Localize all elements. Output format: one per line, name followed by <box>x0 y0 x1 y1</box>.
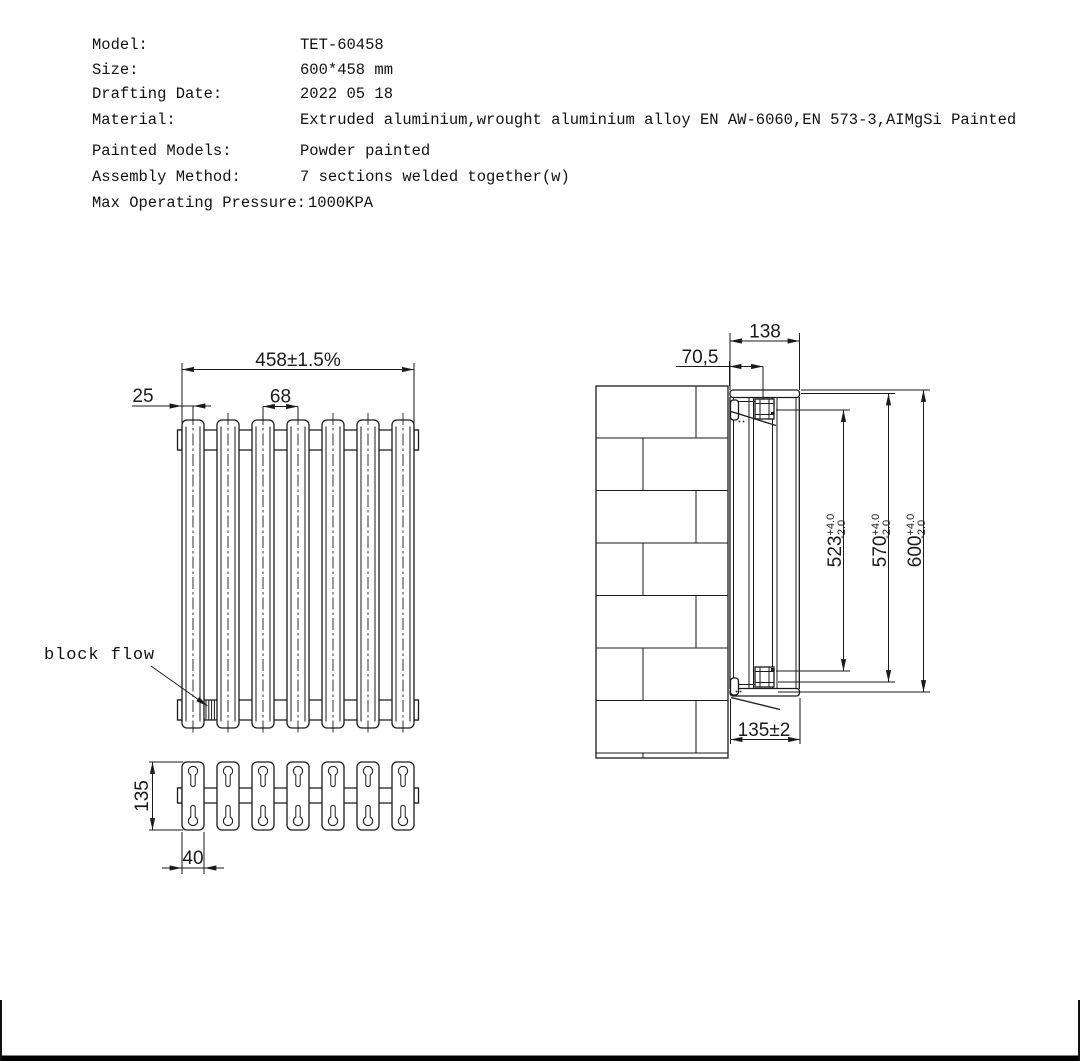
plan-tab-right <box>414 788 419 803</box>
sheet-border-bottom <box>0 1056 1080 1061</box>
block-flow-plug <box>206 700 217 720</box>
dim-135-2-text: 135±2 <box>737 720 791 741</box>
dim-70-5-text: 70,5 <box>681 347 719 368</box>
spec-label-date: Drafting Date: <box>92 85 223 103</box>
plan-tab-left <box>178 788 183 803</box>
spec-value-size: 600*458 mm <box>300 61 394 79</box>
brick-wall <box>596 386 728 758</box>
spec-value-pressure: 1000KPA <box>308 194 374 212</box>
vent-tab-bottom-right <box>414 700 419 720</box>
dimension-depth-135 <box>132 762 183 830</box>
spec-label-material: Material: <box>92 111 176 129</box>
dimension-pitch-68 <box>263 387 298 422</box>
dim-600-text: $600^{+4.0}-2.0$ <box>905 513 928 568</box>
dimension-depth-138 <box>730 322 800 391</box>
top-view <box>132 762 419 874</box>
spec-value-material: Extruded aluminium,wrought aluminium alloy EN AW-6060,EN 573-3,AIMgSi Painted <box>300 111 1017 129</box>
spec-label-pressure: Max Operating Pressure: <box>92 194 306 212</box>
dimension-hook-span-523 <box>776 410 850 671</box>
block-flow-label: block flow <box>44 646 156 665</box>
spec-value-assembly: 7 sections welded together(w) <box>300 168 570 186</box>
spec-value-painted: Powder painted <box>300 142 431 160</box>
dim-pitch-text: 68 <box>269 386 292 408</box>
dim-depth-text: 135 <box>132 780 153 812</box>
dimension-section-40 <box>162 832 224 874</box>
spec-table <box>92 36 1016 212</box>
top-view-sections <box>182 762 414 830</box>
spec-label-model: Model: <box>92 36 148 54</box>
dimension-edge-25 <box>132 386 211 421</box>
dim-138-text: 138 <box>749 321 781 343</box>
front-view <box>44 350 419 735</box>
sheet-border <box>0 1000 1080 1061</box>
spec-label-painted: Painted Models: <box>92 142 232 160</box>
side-view <box>596 322 930 759</box>
dim-section-text: 40 <box>182 848 204 869</box>
spec-value-date: 2022 05 18 <box>300 85 394 103</box>
top-collector-cap <box>730 390 800 398</box>
dim-edge-text: 25 <box>132 386 154 407</box>
dim-width-text: 458±1.5% <box>255 350 341 371</box>
vent-tab-top-left <box>178 430 183 450</box>
radiator-side-profile <box>730 390 800 696</box>
dim-523-text: $523^{+4.0}-2.0$ <box>825 513 848 568</box>
dimension-wall-distance-135 <box>731 698 801 744</box>
front-view-columns <box>182 413 414 735</box>
spec-label-size: Size: <box>92 61 139 79</box>
vent-tab-top-right <box>414 430 419 450</box>
dimension-overall-height-600 <box>778 390 930 692</box>
spec-label-assembly: Assembly Method: <box>92 168 241 186</box>
vent-tab-bottom-left <box>178 700 183 720</box>
spec-value-model: TET-60458 <box>300 36 384 54</box>
dim-570-text: $570^{+4.0}-2.0$ <box>870 513 893 568</box>
